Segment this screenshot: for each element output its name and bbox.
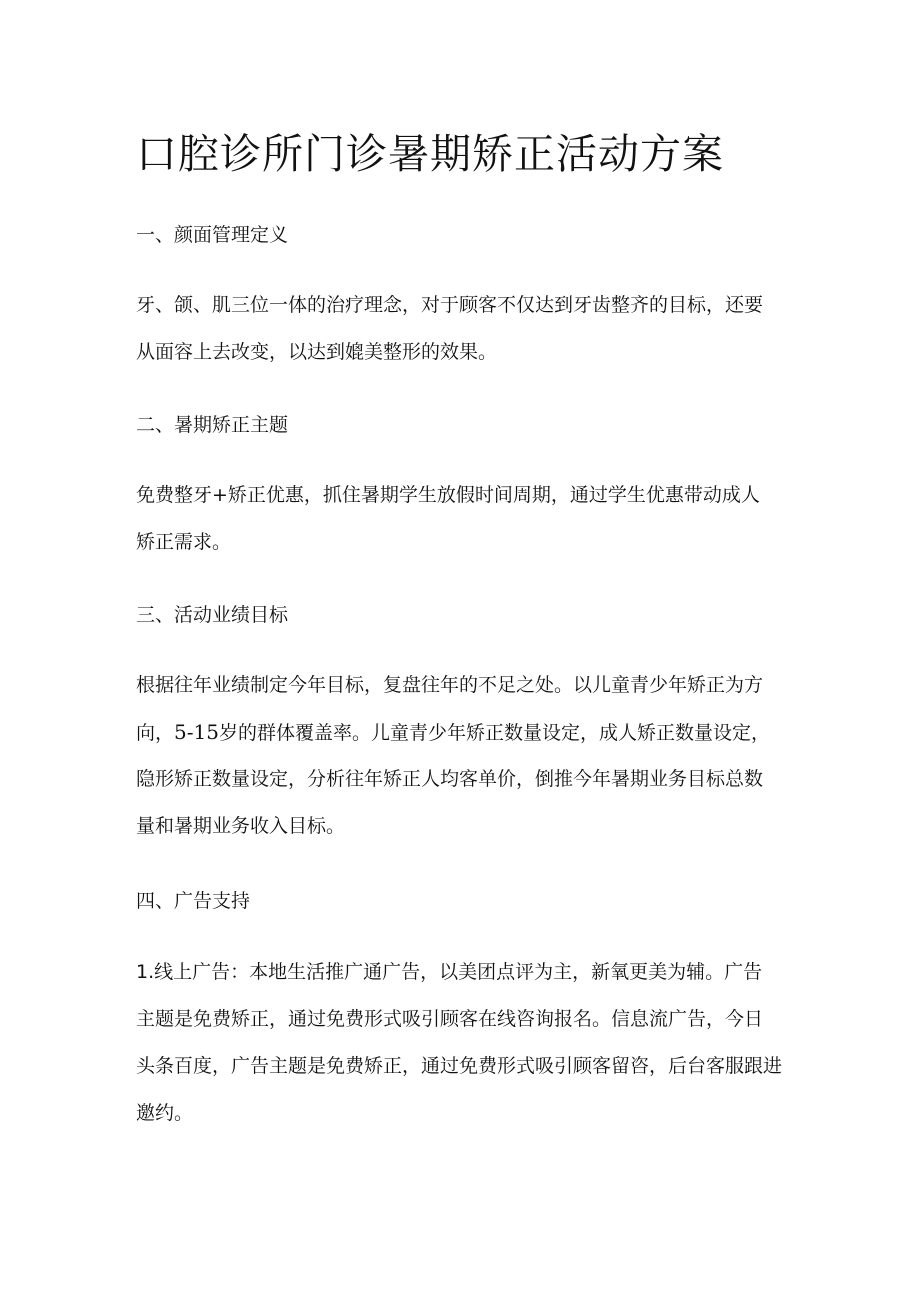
paragraph-line: 量和暑期业务收入目标。 bbox=[136, 815, 346, 837]
paragraph-line: 头条百度，广告主题是免费矫正，通过免费形式吸引顾客留咨，后台客服跟进 bbox=[136, 1055, 783, 1077]
paragraph-line: 免费整牙+矫正优惠，抓住暑期学生放假时间周期，通过学生优惠带动成人 bbox=[136, 484, 760, 506]
section-heading-definition: 一、颜面管理定义 bbox=[136, 224, 289, 246]
line-suffix: 岁的群体覆盖率。儿童青少年矫正数量设定，成人矫正数量设定， bbox=[218, 722, 770, 744]
document-title: 口腔诊所门诊暑期矫正活动方案 bbox=[136, 130, 724, 178]
section-heading-targets: 三、活动业绩目标 bbox=[136, 604, 289, 626]
section-body-targets bbox=[136, 662, 804, 850]
age-range: 5-15 bbox=[174, 720, 219, 744]
paragraph-line: 1.线上广告：本地生活推广通广告，以美团点评为主，新氧更美为辅。广告 bbox=[136, 961, 763, 983]
paragraph-line: 矫正需求。 bbox=[136, 531, 232, 553]
paragraph-line: 牙、颌、肌三位一体的治疗理念，对于顾客不仅达到牙齿整齐的目标，还要 bbox=[136, 294, 764, 316]
paragraph-line: 从面容上去改变，以达到媲美整形的效果。 bbox=[136, 341, 498, 363]
section-body-theme bbox=[136, 472, 804, 566]
paragraph-line: 隐形矫正数量设定，分析往年矫正人均客单价，倒推今年暑期业务目标总数 bbox=[136, 768, 764, 790]
section-body-ads bbox=[136, 949, 804, 1137]
section-heading-ads: 四、广告支持 bbox=[136, 890, 251, 912]
section-heading-theme: 二、暑期矫正主题 bbox=[136, 414, 289, 436]
paragraph-line: 邀约。 bbox=[136, 1102, 194, 1124]
paragraph-line: 根据往年业绩制定今年目标，复盘往年的不足之处。以儿童青少年矫正为方 bbox=[136, 674, 764, 696]
line-prefix: 向， bbox=[136, 722, 175, 744]
paragraph-line: 主题是免费矫正，通过免费形式吸引顾客在线咨询报名。信息流广告，今日 bbox=[136, 1008, 764, 1030]
paragraph-line bbox=[136, 709, 804, 756]
section-body-definition bbox=[136, 282, 804, 376]
